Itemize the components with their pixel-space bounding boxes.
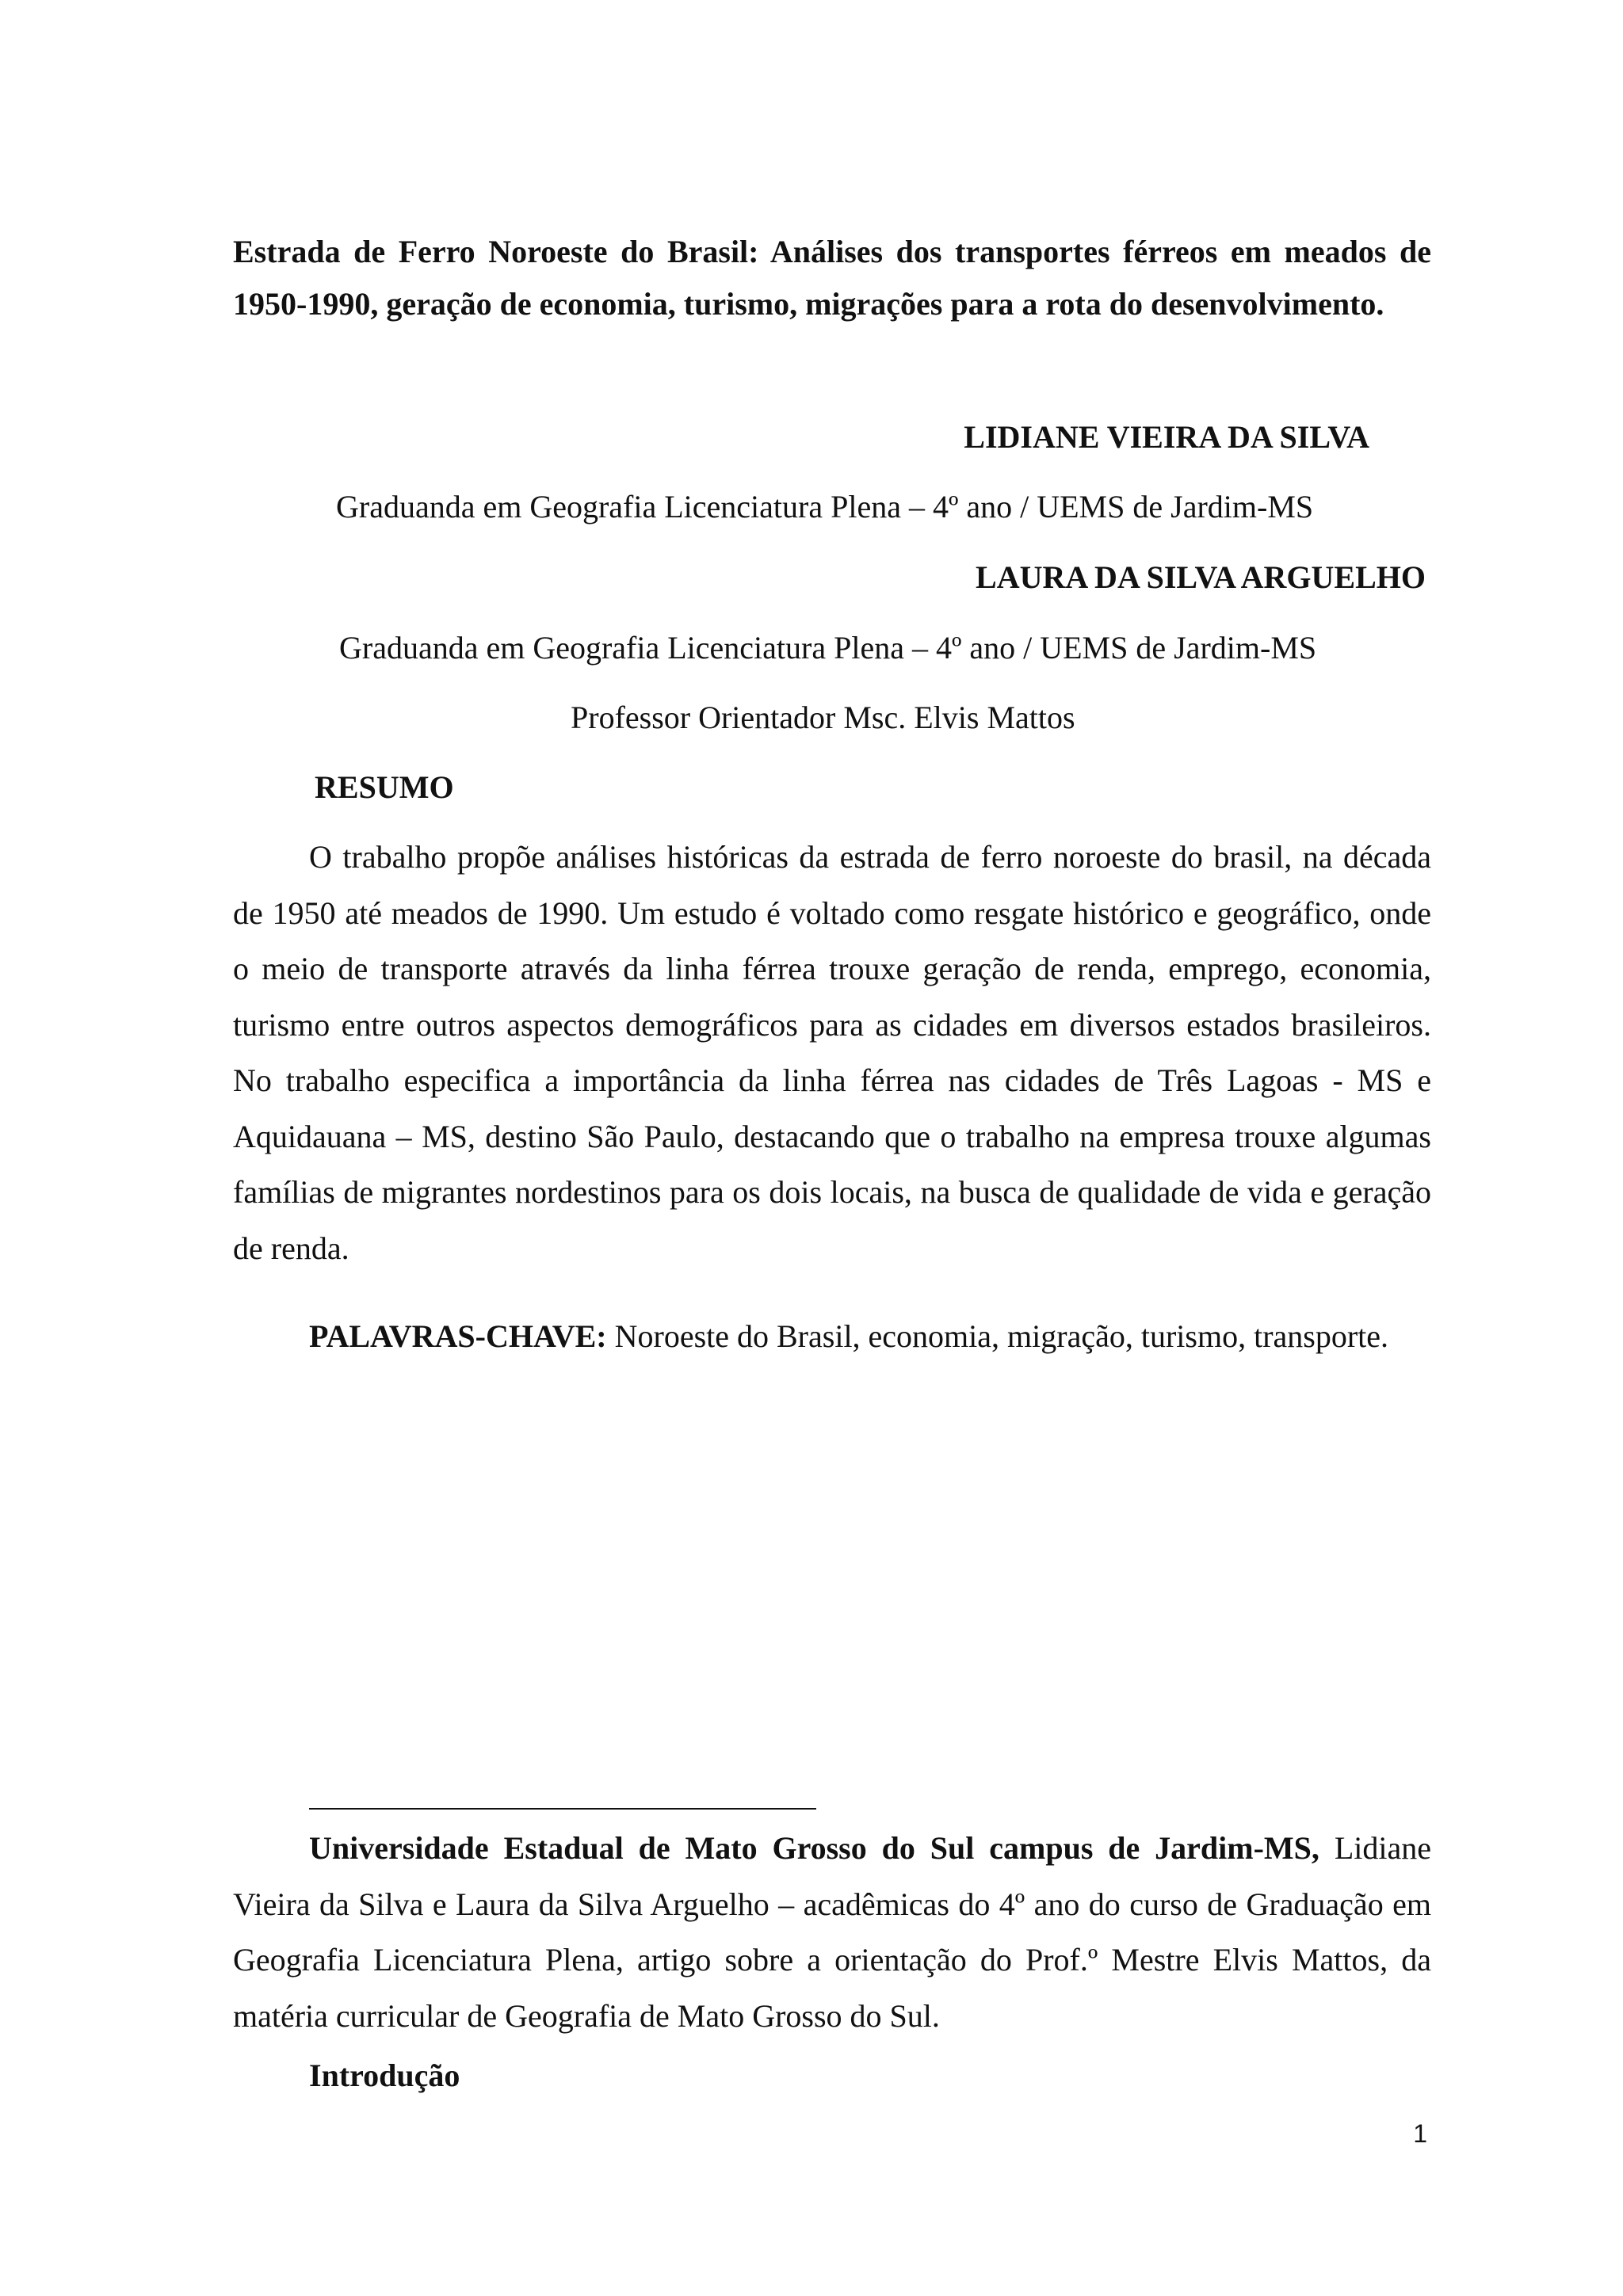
abstract-heading: RESUMO <box>315 769 454 805</box>
footnote-institution: Universidade Estadual de Mato Grosso do Sul campus de Jardim-MS, <box>309 1830 1319 1866</box>
author-name-2: LAURA DA SILVA ARGUELHO <box>976 559 1426 595</box>
footnote-text: Lidiane Vieira da Silva e Laura da Silva Arguelho – acadêmicas do 4º ano do curso de Graduação em Geografia Licenciatura Plena, artigo sobre a orientação do Prof.º Mestre Elvis Mattos, da matéria curricular de Geografia de Mato Grosso do Sul. <box>233 1830 1431 2034</box>
footnote-separator <box>309 1808 816 1810</box>
abstract-body: O trabalho propõe análises históricas da estrada de ferro noroeste do brasil, na década de 1950 até meados de 1990. Um estudo é voltado como resgate histórico e geográfico, onde o meio de transporte através da linha férrea trouxe geração de renda, emprego, economia, turismo entre outros aspectos demográficos para as cidades em diversos estados brasileiros. No trabalho especifica a importância da linha férrea nas cidades de Três Lagoas - MS e Aquidauana – MS, destino São Paulo, destacando que o trabalho na empresa trouxe algumas famílias de migrantes nordestinos para os dois locais, na busca de qualidade de vida e geração de renda. <box>233 839 1431 1266</box>
introduction-heading: Introdução <box>309 2058 460 2093</box>
keywords-label: PALAVRAS-CHAVE: <box>309 1318 607 1354</box>
author-affiliation-2: Graduanda em Geografia Licenciatura Plena – 4º ano / UEMS de Jardim-MS <box>339 630 1317 666</box>
footnote <box>233 1821 1431 2044</box>
author-name-1: LIDIANE VIEIRA DA SILVA <box>964 419 1369 455</box>
author-affiliation-1: Graduanda em Geografia Licenciatura Plena – 4º ano / UEMS de Jardim-MS <box>336 489 1314 524</box>
advisor-line: Professor Orientador Msc. Elvis Mattos <box>571 700 1075 735</box>
paper-title: Estrada de Ferro Noroeste do Brasil: Análises dos transportes férreos em meados de 1950-1990, geração de economia, turismo, migrações para a rota do desenvolvimento. <box>233 234 1431 322</box>
page-number: 1 <box>1413 2119 1427 2148</box>
keywords-paragraph <box>233 1315 1431 1358</box>
keywords-list: Noroeste do Brasil, economia, migração, turismo, transporte. <box>614 1318 1389 1354</box>
